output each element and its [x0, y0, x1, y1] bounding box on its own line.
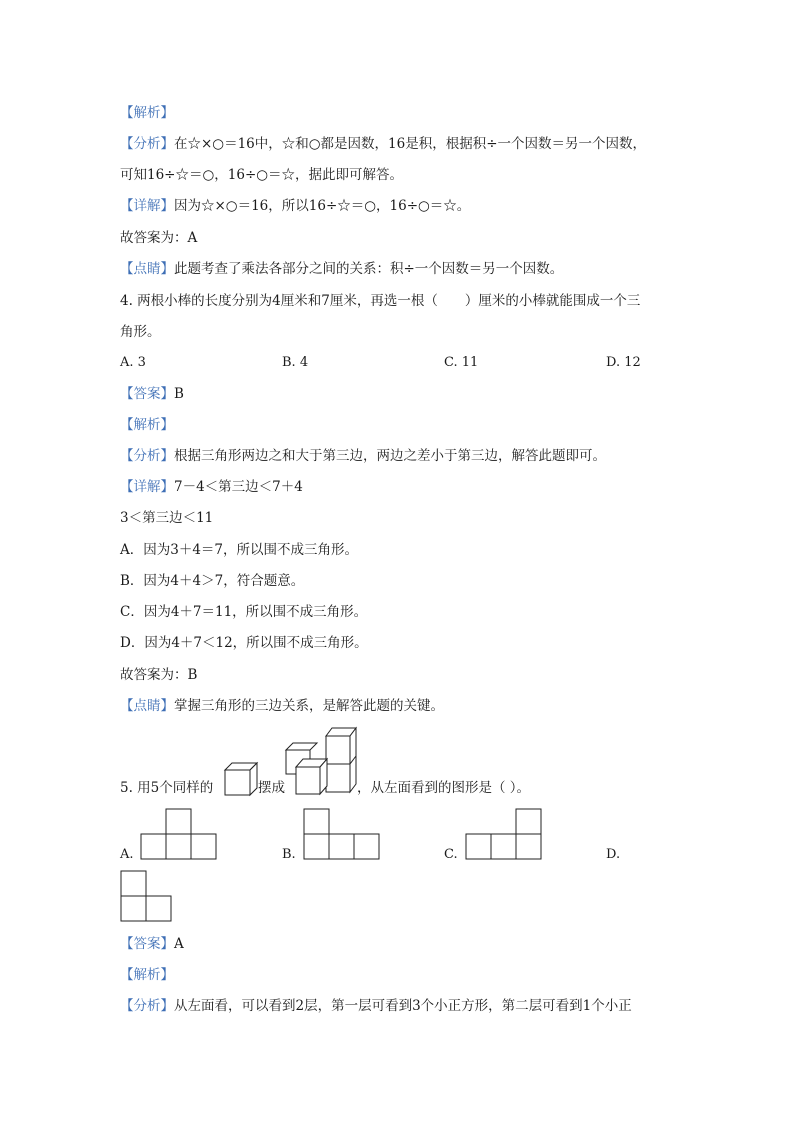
q4-option-c[interactable]: C. 11 [444, 355, 479, 370]
option-b-figure [303, 808, 383, 860]
q5-option-b[interactable]: B. [282, 847, 296, 862]
xiangjie-tag: 【详解】 [120, 198, 174, 214]
q4-answer: 故答案为：B [120, 667, 198, 683]
q5-fenxi [120, 997, 632, 1015]
q4-option-b[interactable]: B. 4 [282, 355, 309, 370]
daan-tag: 【答案】 [120, 936, 174, 952]
q3-answer: 故答案为：A [120, 230, 198, 246]
q5-stem-b: 摆成 [258, 780, 285, 796]
q4-dianjing [120, 697, 444, 715]
q5-option-c[interactable]: C. [444, 847, 458, 862]
q3-fenxi-line-2: 可知16÷☆＝○，16÷○＝☆，据此即可解答。 [120, 167, 404, 183]
dianjing-tag: 【点睛】 [120, 698, 174, 714]
dianjing-tag: 【点睛】 [120, 261, 174, 277]
fenxi-tag: 【分析】 [120, 998, 174, 1014]
dianjing-text: 此题考查了乘法各部分之间的关系：积÷一个因数＝另一个因数。 [174, 261, 564, 277]
q4-step-c: C．因为4＋7＝11，所以围不成三角形。 [120, 604, 368, 620]
q5-jiexi-tag: 【解析】 [120, 967, 174, 983]
fenxi-text: 在☆×○＝16中，☆和○都是因数，16是积，根据积÷一个因数＝另一个因数， [174, 136, 647, 152]
fenxi-text: 从左面看，可以看到2层，第一层可看到3个小正方形，第二层可看到1个小正 [174, 998, 632, 1014]
jiexi-tag: 【解析】 [120, 105, 174, 121]
q5-daan [120, 935, 184, 953]
q5-stem-a: 5. 用5个同样的 [120, 780, 214, 796]
q5-option-d[interactable]: D. [606, 847, 621, 862]
q5-option-a[interactable]: A. [120, 847, 134, 862]
q4-stem-2: 角形。 [120, 324, 161, 340]
q4-daan [120, 385, 184, 403]
q4-step-a: A．因为3＋4＝7，所以围不成三角形。 [120, 542, 359, 558]
single-cube-figure [224, 762, 258, 796]
daan-value: B [174, 386, 184, 402]
q4-option-a[interactable]: A. 3 [120, 355, 146, 370]
q5-stem-c: ，从左面看到的图形是（ ）。 [357, 780, 531, 796]
option-d-figure [120, 870, 174, 924]
q4-step-b: B．因为4＋4＞7，符合题意。 [120, 573, 305, 589]
option-c-figure [465, 808, 545, 860]
fenxi-text: 根据三角形两边之和大于第三边，两边之差小于第三边，解答此题即可。 [174, 448, 606, 464]
q4-xiangjie [120, 478, 303, 496]
q4-stem-1: 4. 两根小棒的长度分别为4厘米和7厘米，再选一根（ ）厘米的小棒就能围成一个三 [120, 293, 641, 309]
q4-option-d[interactable]: D. 12 [606, 355, 641, 370]
daan-tag: 【答案】 [120, 386, 174, 402]
xiangjie-text: 因为☆×○＝16，所以16÷☆＝○，16÷○＝☆。 [174, 198, 471, 214]
cube-stack-figure [285, 726, 357, 796]
q4-range: 3＜第三边＜11 [120, 510, 214, 526]
q3-xiangjie [120, 197, 470, 215]
option-a-figure [140, 808, 220, 860]
q3-fenxi-line-1 [120, 135, 646, 153]
fenxi-tag: 【分析】 [120, 448, 174, 464]
q4-jiexi-tag: 【解析】 [120, 417, 174, 433]
xiangjie-tag: 【详解】 [120, 479, 174, 495]
q4-fenxi [120, 447, 606, 465]
q4-step-d: D．因为4＋7＜12，所以围不成三角形。 [120, 635, 368, 651]
fenxi-tag: 【分析】 [120, 136, 174, 152]
daan-value: A [174, 936, 184, 952]
q3-dianjing [120, 260, 563, 278]
xiangjie-text: 7－4＜第三边＜7＋4 [174, 479, 303, 495]
dianjing-text: 掌握三角形的三边关系，是解答此题的关键。 [174, 698, 444, 714]
